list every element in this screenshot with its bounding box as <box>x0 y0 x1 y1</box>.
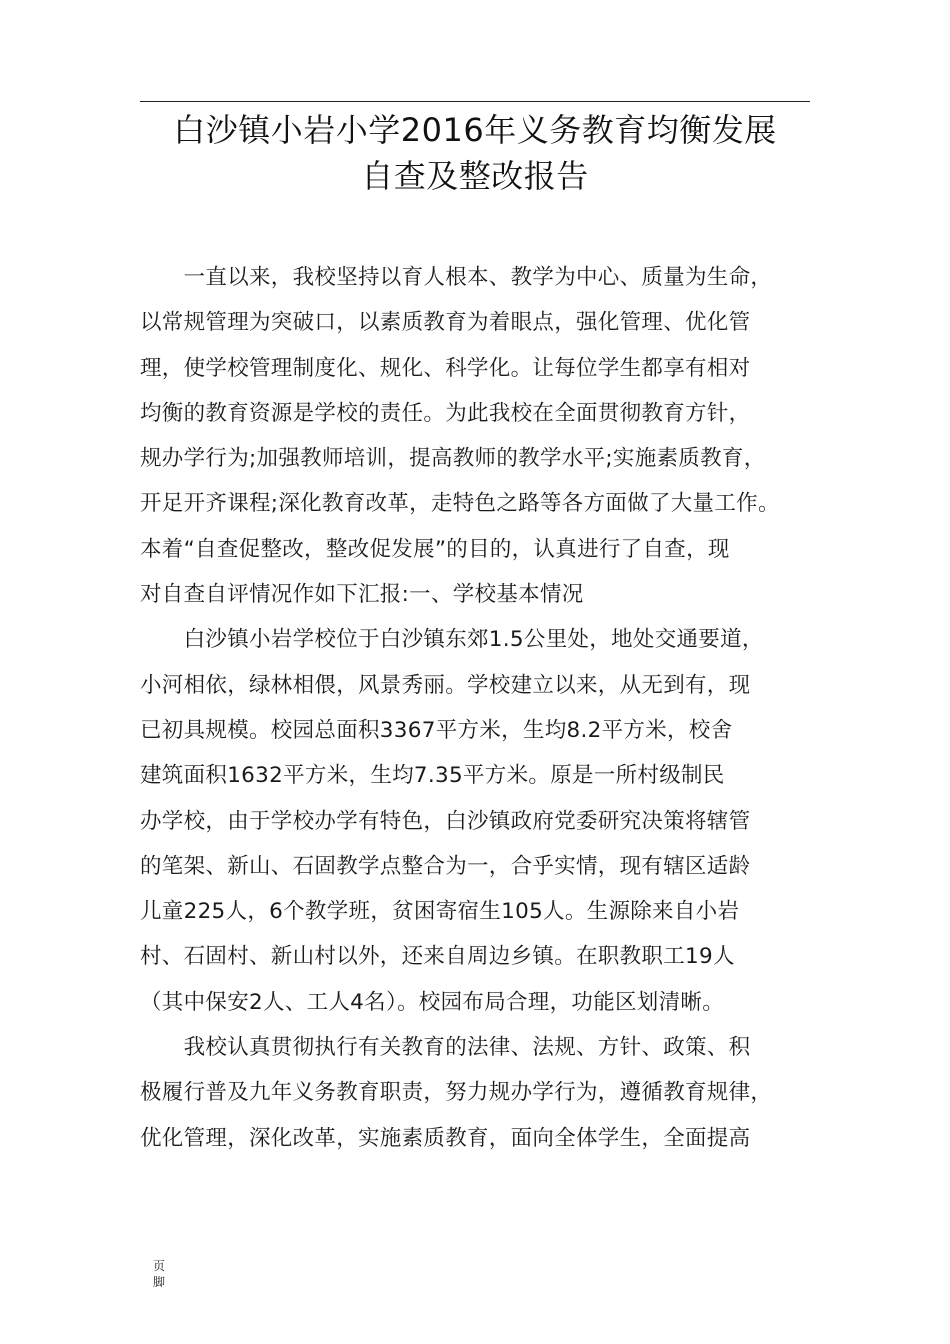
text-line: 的笔架、新山、石固教学点整合为一，合乎实情，现有辖区适龄 <box>140 853 751 879</box>
text-line: 极履行普及九年义务教育职责，努力规办学行为，遵循教育规律， <box>140 1080 773 1106</box>
text-line: 本着“自查促整改，整改促发展”的目的，认真进行了自查，现 <box>140 536 730 562</box>
text-line: 我校认真贯彻执行有关教育的法律、法规、方针、政策、积 <box>140 1035 751 1061</box>
paragraph-2 <box>140 617 840 1025</box>
text-line: 均衡的教育资源是学校的责任。为此我校在全面贯彻教育方针， <box>140 400 751 426</box>
text-line: 规办学行为;加强教师培训，提高教师的教学水平;实施素质教育， <box>140 446 766 472</box>
text-line: 已初具规模。校园总面积3367平方米，生均8.2平方米，校舍 <box>140 717 733 743</box>
text-line: 儿童225人，6个教学班，贫困寄宿生105人。生源除来自小岩 <box>140 899 740 925</box>
text-line: 一直以来，我校坚持以育人根本、教学为中心、质量为生命， <box>140 265 773 290</box>
text-line: 以常规管理为突破口，以素质教育为着眼点，强化管理、优化管 <box>140 310 751 336</box>
document-title-line-2: 自查及整改报告 <box>361 157 589 195</box>
text-line: 对自查自评情况作如下汇报:一、学校基本情况 <box>140 582 584 608</box>
paragraph-1 <box>140 255 840 617</box>
text-line: 开足开齐课程;深化教育改革，走特色之路等各方面做了大量工作。 <box>140 491 780 517</box>
document-body <box>140 255 840 1161</box>
paragraph-3 <box>140 1025 840 1161</box>
header-rule <box>140 101 810 102</box>
text-line: （其中保安2人、工人4名）。校园布局合理，功能区划清晰。 <box>140 989 725 1015</box>
document-title-line-1: 白沙镇小岩小学2016年义务教育均衡发展 <box>173 111 777 149</box>
text-line: 理，使学校管理制度化、规化、科学化。让每位学生都享有相对 <box>140 355 751 381</box>
text-line: 白沙镇小岩学校位于白沙镇东郊1.5公里处，地处交通要道， <box>140 627 764 653</box>
footer-char: 脚 <box>153 1275 166 1289</box>
text-line: 村、石固村、新山村以外，还来自周边乡镇。在职教职工19人 <box>140 944 735 970</box>
text-line: 优化管理，深化改革，实施素质教育，面向全体学生，全面提高 <box>140 1125 751 1151</box>
text-line: 办学校，由于学校办学有特色，白沙镇政府党委研究决策将辖管 <box>140 808 751 834</box>
text-line: 小河相依，绿林相偎，风景秀丽。学校建立以来，从无到有，现 <box>140 672 751 698</box>
footer-char: 页 <box>153 1259 166 1273</box>
text-line: 建筑面积1632平方米，生均7.35平方米。原是一所村级制民 <box>140 763 725 789</box>
page-footer <box>153 1258 173 1290</box>
